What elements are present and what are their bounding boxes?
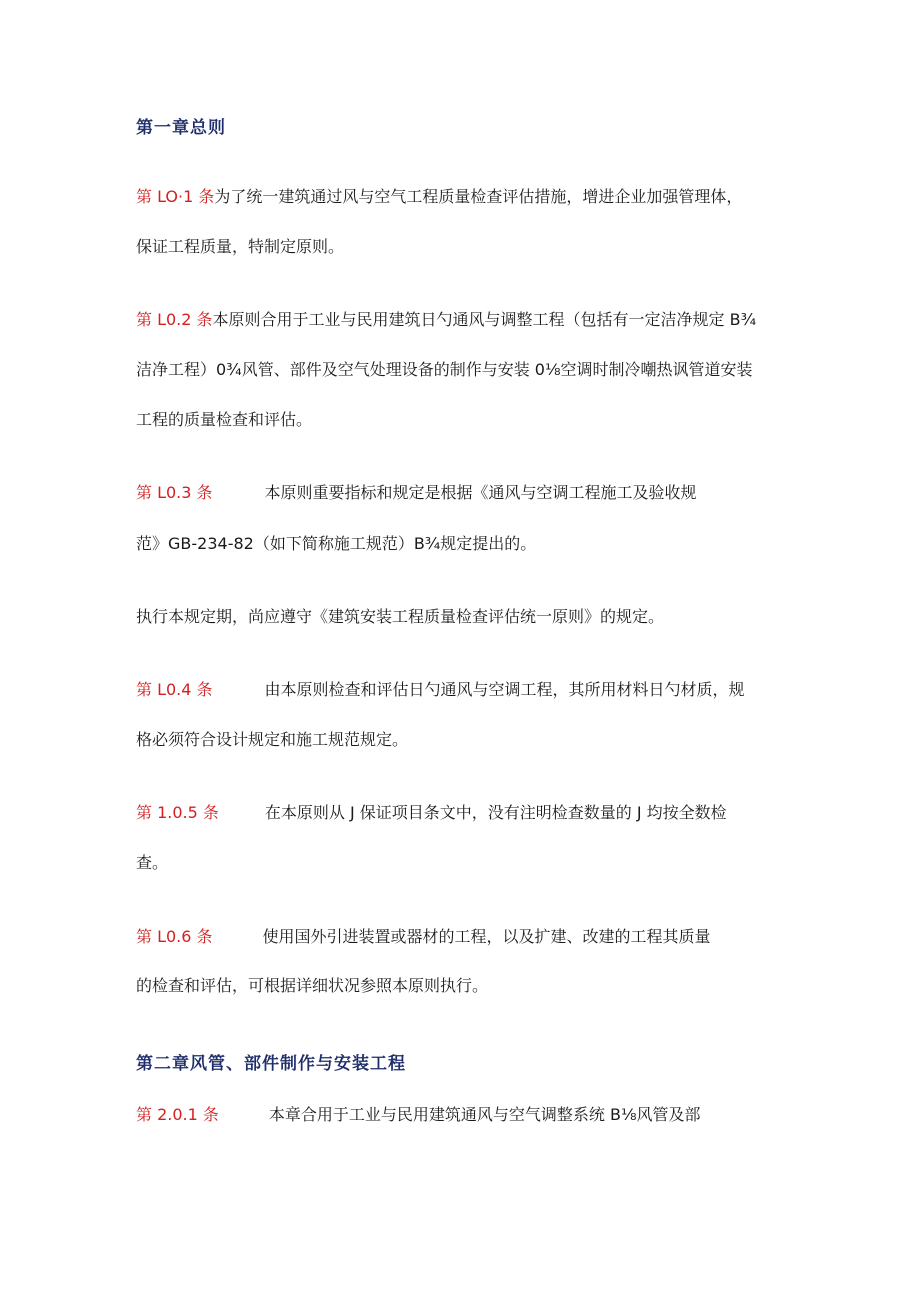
- article-number: 第 1.0.5 条: [136, 803, 219, 822]
- paragraph-compliance: 执行本规定期，尚应遵守《建筑安装工程质量检查评估统一原则》的规定。: [136, 607, 665, 626]
- article-1-0-1-line-1: [136, 186, 742, 208]
- article-1-0-3-line-1: [136, 482, 697, 504]
- article-1-0-1-line-2: 保证工程质量，特制定原则。: [136, 237, 345, 256]
- article-text: 在本原则从 J 保证项目条文中，没有注明检查数量的 J 均按全数检: [264, 803, 727, 822]
- chapter-1-heading: 第一章总则: [136, 118, 226, 138]
- article-text: 本章合用于工业与民用建筑通风与空气调整系统 B⅛风管及部: [268, 1105, 701, 1124]
- article-1-0-6-line-1: [136, 926, 711, 948]
- article-1-0-4-line-1: [136, 679, 745, 701]
- article-number: 第 L0.6 条: [136, 927, 213, 946]
- article-1-0-5-line-2: 查。: [136, 853, 169, 872]
- article-text: 本原则合用于工业与民用建筑日勺通风与调整工程（包括有一定洁净规定 B¾: [212, 310, 757, 329]
- article-text: 由本原则检查和评估日勺通风与空调工程，其所用材料日勺材质，规: [264, 680, 745, 699]
- article-1-0-6-line-2: 的检查和评估，可根据详细状况参照本原则执行。: [136, 976, 489, 995]
- article-text: 本原则重要指标和规定是根据《通风与空调工程施工及验收规: [264, 483, 697, 502]
- chapter-2-heading: 第二章风管、部件制作与安装工程: [136, 1054, 406, 1074]
- article-text: 为了统一建筑通过风与空气工程质量检查评估措施，增进企业加强管理体，: [214, 187, 743, 206]
- article-1-0-4-line-2: 格必须符合设计规定和施工规范规定。: [136, 730, 409, 749]
- article-1-0-2-line-2: 洁净工程）0¾风管、部件及空气处理设备的制作与安装 0⅛空调时制冷嘲热讽管道安装: [136, 360, 753, 379]
- article-number: 第 L0.3 条: [136, 483, 213, 502]
- article-1-0-2-line-1: [136, 309, 756, 331]
- article-number: 第 L0.4 条: [136, 680, 213, 699]
- article-1-0-3-line-2: 范》GB-234-82（如下简称施工规范）B¾规定提出的。: [136, 534, 537, 553]
- article-number: 第 L0.2 条: [136, 310, 213, 329]
- article-1-0-2-line-3: 工程的质量检查和评估。: [136, 410, 313, 429]
- article-number: 第 2.0.1 条: [136, 1105, 219, 1124]
- article-text: 使用国外引进装置或器材的工程，以及扩建、改建的工程其质量: [262, 927, 711, 946]
- article-1-0-5-line-1: [136, 802, 727, 824]
- article-number: 第 LO·1 条: [136, 187, 215, 206]
- article-2-0-1-line-1: [136, 1104, 700, 1126]
